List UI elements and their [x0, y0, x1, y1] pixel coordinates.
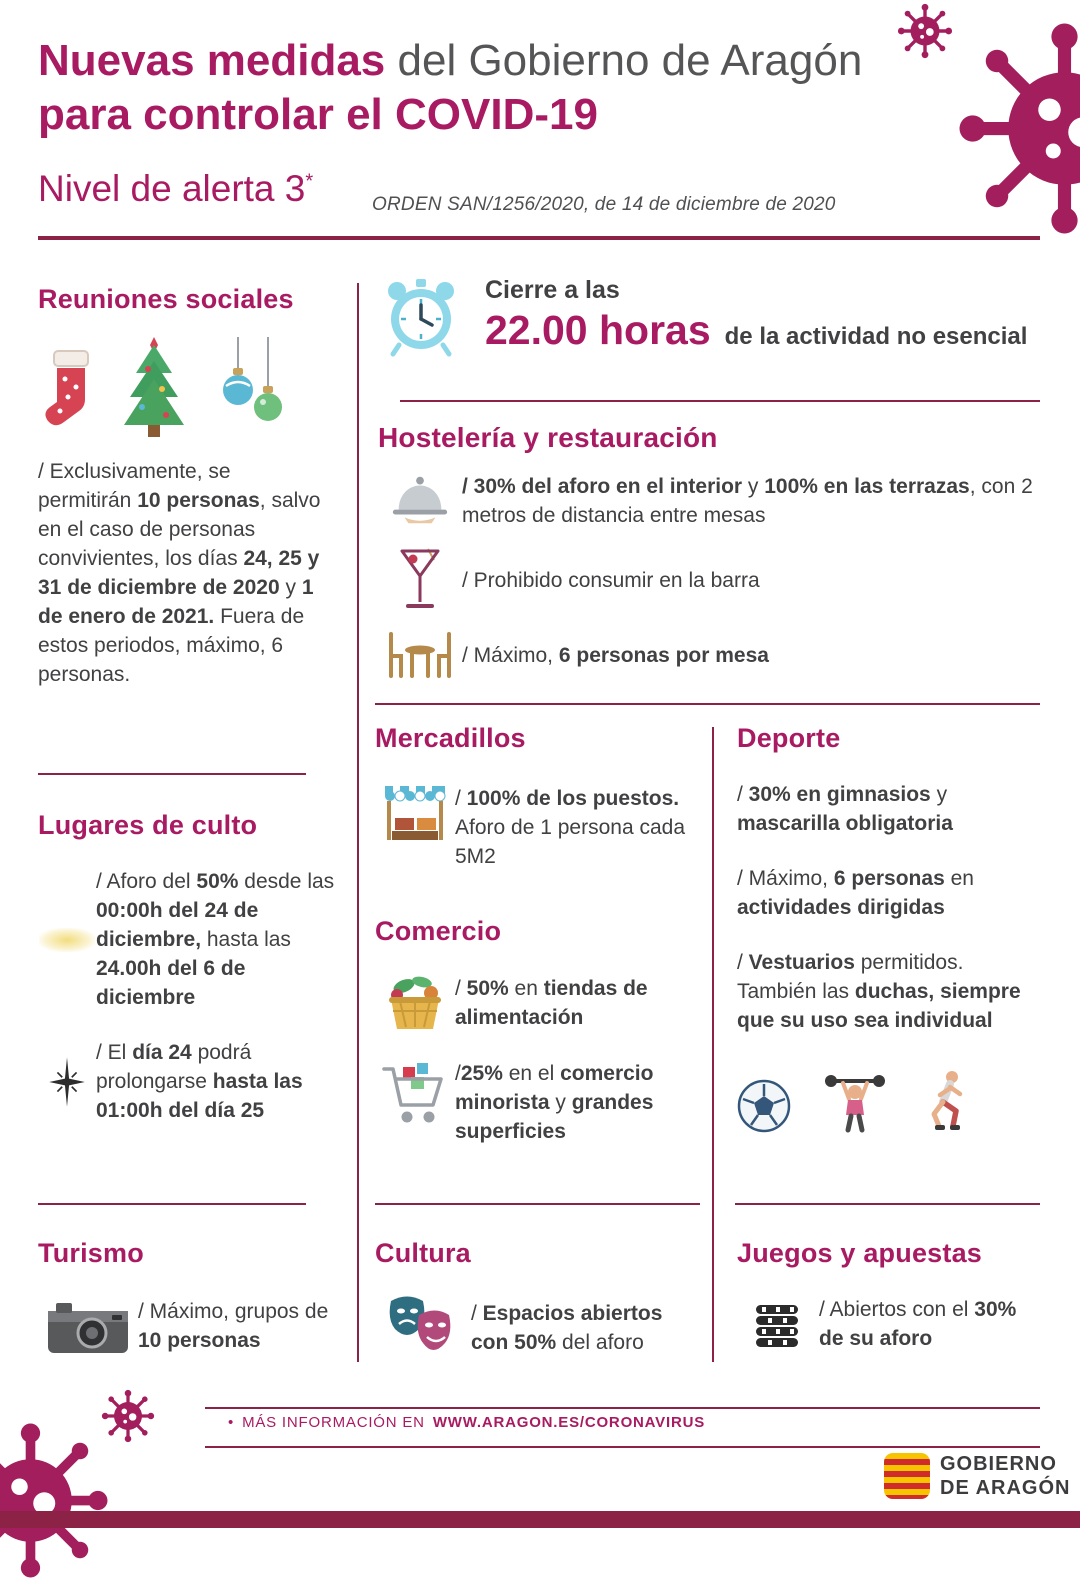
- section-deporte: [737, 723, 1040, 1133]
- alert-level-asterisk: *: [305, 170, 314, 193]
- order-reference: ORDEN SAN/1256/2020, de 14 de diciembre de 2020: [372, 194, 836, 215]
- section-title: Hostelería y restauración: [378, 422, 718, 453]
- footer-rule-top: [205, 1407, 1040, 1409]
- logo-text: [940, 1452, 1070, 1500]
- camera-icon: [38, 1297, 138, 1355]
- christmas-icons-row: [38, 337, 326, 441]
- list-item: [375, 1059, 697, 1146]
- virus-icon: [0, 1418, 113, 1583]
- closing-line2: de la actividad no esencial: [724, 323, 1028, 350]
- item-text: / El día 24 podrá prolongarse hasta las 01:00h del día 25: [96, 1041, 303, 1122]
- item-text: / Aforo del 50% desde las 00:00h del 24 de diciembre, hasta las 24.00h del 6 de diciembre: [96, 870, 335, 1009]
- list-item: [378, 630, 1040, 680]
- section-title: Cultura: [375, 1238, 471, 1268]
- list-item: [375, 784, 697, 871]
- bullet: •: [228, 1414, 235, 1431]
- header-rule: [38, 236, 1040, 240]
- theater-masks-icon: [375, 1295, 471, 1361]
- section-juegos-y-apuestas: [737, 1238, 1040, 1353]
- section-title: Turismo: [38, 1238, 144, 1268]
- section-title: Juegos y apuestas: [737, 1238, 983, 1268]
- item-text: / 30% del aforo en el interior y 100% en las terrazas, con 2 metros de distancia entre mesas: [462, 475, 1033, 527]
- divider: [375, 703, 1040, 705]
- divider: [735, 1203, 1040, 1205]
- closing-time: 22.00 horas: [485, 307, 711, 353]
- running-icon: [919, 1069, 971, 1133]
- section-cierre: [383, 276, 1043, 358]
- item-text: / Prohibido consumir en la barra: [462, 568, 760, 592]
- logo-line1: GOBIERNO: [940, 1453, 1057, 1475]
- poker-chips-icon: [737, 1295, 819, 1353]
- closing-line1: Cierre a las: [485, 276, 620, 304]
- item-text: / Espacios abiertos con 50% del aforo: [471, 1302, 663, 1354]
- divider: [38, 773, 306, 775]
- list-item: [375, 1295, 705, 1361]
- christmas-tree-icon: [112, 337, 196, 441]
- soccer-ball-icon: [737, 1079, 791, 1133]
- divider: [38, 1203, 306, 1205]
- item-text: / Abiertos con el 30% de su aforo: [819, 1298, 1017, 1350]
- section-title: Lugares de culto: [38, 810, 258, 840]
- footer-url-link[interactable]: WWW.ARAGON.ES/CORONAVIRUS: [432, 1414, 706, 1431]
- shopping-cart-icon: [375, 1059, 455, 1131]
- footer-info: [228, 1414, 705, 1431]
- vertical-divider: [712, 727, 714, 1362]
- list-item: [737, 1295, 1040, 1353]
- page-title: Nuevas medidas del Gobierno de Aragón para controlar el COVID-19: [38, 36, 863, 139]
- section-hosteleria: [378, 422, 1040, 680]
- bottom-bar: [0, 1511, 1080, 1528]
- gobierno-de-aragon-logo: [884, 1452, 1070, 1500]
- item-text: /25% en el comercio minorista y grandes superficies: [455, 1062, 654, 1143]
- item-text: / Vestuarios permitidos. También las duchas, siempre que su uso sea individual: [737, 951, 1021, 1032]
- item-text: / 50% en tiendas de alimentación: [455, 977, 648, 1029]
- section-title: Reuniones sociales: [38, 284, 294, 314]
- divider: [375, 1203, 700, 1205]
- list-item: [38, 1038, 338, 1125]
- item-text: / 100% de los puestos. Aforo de 1 persona cada 5M2: [455, 787, 685, 868]
- candle-glow-icon: [38, 928, 96, 952]
- section-comercio: [375, 916, 697, 1146]
- logo-line2: DE ARAGÓN: [940, 1477, 1071, 1499]
- item-text: / Máximo, 6 personas en actividades dirigidas: [737, 867, 974, 919]
- alert-level-text: Nivel de alerta 3: [38, 168, 306, 209]
- virus-icon: [896, 2, 954, 60]
- serving-cloche-icon: [378, 472, 462, 526]
- cocktail-icon: [378, 548, 462, 612]
- list-item: [378, 548, 1040, 612]
- section-body-text: / Exclusivamente, se permitirán 10 personas, salvo en el caso de personas convivientes, los días 24, 25 y 31 de diciembre de 2020 y 1 de enero de 2021. Fuera de estos periodos, máximo, 6 personas.: [38, 460, 321, 686]
- market-stall-icon: [375, 784, 455, 848]
- item-text: / Máximo, 6 personas por mesa: [462, 643, 769, 667]
- list-item: [375, 973, 697, 1033]
- item-text: / Máximo, grupos de 10 personas: [138, 1300, 329, 1352]
- section-cultura: [375, 1238, 705, 1361]
- section-title: Deporte: [737, 723, 841, 753]
- christmas-stocking-icon: [38, 349, 96, 441]
- footer-info-text: MÁS INFORMACIÓN EN: [242, 1414, 425, 1431]
- closing-time-text: [485, 276, 1027, 358]
- sport-icons-row: [737, 1069, 1040, 1133]
- baubles-icon: [212, 337, 296, 441]
- table-chairs-icon: [378, 630, 462, 680]
- sparkle-star-icon: [38, 1048, 96, 1116]
- section-turismo: [38, 1238, 343, 1355]
- virus-icon: [100, 1388, 156, 1444]
- section-mercadillos: [375, 723, 697, 871]
- virus-icon: [952, 16, 1080, 241]
- aragon-flag-icon: [884, 1453, 930, 1499]
- list-item: [38, 1297, 343, 1355]
- vertical-divider: [357, 283, 359, 1362]
- weightlifting-icon: [823, 1069, 887, 1133]
- divider: [400, 400, 1040, 402]
- item-text: / 30% en gimnasios y mascarilla obligatoria: [737, 783, 953, 835]
- alert-level-label: [38, 168, 313, 210]
- section-lugares-de-culto: [38, 810, 338, 1125]
- alarm-clock-icon: [383, 276, 459, 358]
- section-title: Mercadillos: [375, 723, 526, 753]
- section-reuniones-sociales: [38, 284, 326, 689]
- section-title: Comercio: [375, 916, 502, 946]
- list-item: [38, 867, 338, 1012]
- footer-rule-bottom: [205, 1446, 1040, 1448]
- food-basket-icon: [375, 973, 455, 1033]
- list-item: [378, 472, 1040, 530]
